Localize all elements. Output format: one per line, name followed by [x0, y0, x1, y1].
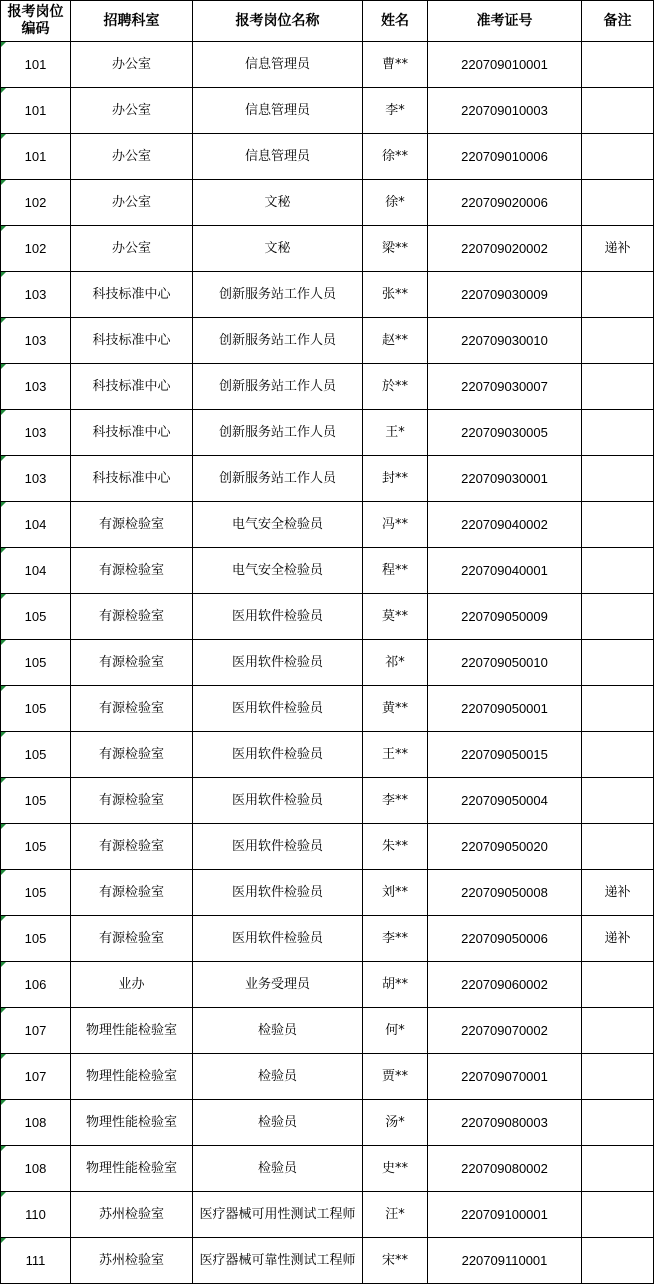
table-row	[1, 1146, 654, 1192]
cell-ticket-number: 220709040002	[428, 502, 582, 548]
cell-department: 科技标准中心	[71, 272, 193, 318]
cell-department: 物理性能检验室	[71, 1054, 193, 1100]
cell-note	[582, 824, 654, 870]
cell-post-code: 103	[1, 364, 71, 410]
table-row	[1, 1054, 654, 1100]
cell-note	[582, 594, 654, 640]
cell-name: 朱**	[363, 824, 428, 870]
cell-ticket-number: 220709050006	[428, 916, 582, 962]
cell-ticket-number: 220709080002	[428, 1146, 582, 1192]
cell-ticket-number: 220709030009	[428, 272, 582, 318]
cell-name: 王**	[363, 732, 428, 778]
cell-ticket-number: 220709110001	[428, 1238, 582, 1284]
cell-post-name: 信息管理员	[193, 134, 363, 180]
cell-post-name: 检验员	[193, 1008, 363, 1054]
cell-name: 於**	[363, 364, 428, 410]
cell-ticket-number: 220709050008	[428, 870, 582, 916]
cell-post-name: 创新服务站工作人员	[193, 272, 363, 318]
cell-department: 有源检验室	[71, 916, 193, 962]
table-row	[1, 1100, 654, 1146]
cell-department: 有源检验室	[71, 870, 193, 916]
cell-post-name: 电气安全检验员	[193, 502, 363, 548]
cell-name: 祁*	[363, 640, 428, 686]
cell-name: 李**	[363, 778, 428, 824]
cell-post-code: 106	[1, 962, 71, 1008]
cell-ticket-number: 220709030005	[428, 410, 582, 456]
cell-note	[582, 1238, 654, 1284]
cell-note	[582, 364, 654, 410]
cell-department: 有源检验室	[71, 824, 193, 870]
cell-ticket-number: 220709010001	[428, 42, 582, 88]
cell-post-name: 业务受理员	[193, 962, 363, 1008]
header-post-name: 报考岗位名称	[193, 1, 363, 42]
cell-department: 办公室	[71, 88, 193, 134]
cell-name: 李**	[363, 916, 428, 962]
cell-name: 刘**	[363, 870, 428, 916]
cell-department: 有源检验室	[71, 640, 193, 686]
cell-ticket-number: 220709030007	[428, 364, 582, 410]
cell-department: 办公室	[71, 180, 193, 226]
cell-note	[582, 180, 654, 226]
cell-note	[582, 502, 654, 548]
cell-note: 递补	[582, 870, 654, 916]
cell-post-code: 105	[1, 594, 71, 640]
cell-post-name: 医用软件检验员	[193, 732, 363, 778]
cell-ticket-number: 220709050020	[428, 824, 582, 870]
cell-name: 宋**	[363, 1238, 428, 1284]
cell-name: 史**	[363, 1146, 428, 1192]
cell-note: 递补	[582, 226, 654, 272]
cell-post-name: 检验员	[193, 1146, 363, 1192]
cell-note	[582, 318, 654, 364]
cell-department: 物理性能检验室	[71, 1100, 193, 1146]
cell-department: 办公室	[71, 226, 193, 272]
cell-name: 贾**	[363, 1054, 428, 1100]
cell-note	[582, 410, 654, 456]
cell-department: 科技标准中心	[71, 410, 193, 456]
cell-post-name: 创新服务站工作人员	[193, 318, 363, 364]
cell-post-code: 105	[1, 824, 71, 870]
table-row	[1, 870, 654, 916]
cell-post-name: 信息管理员	[193, 42, 363, 88]
cell-ticket-number: 220709030001	[428, 456, 582, 502]
cell-name: 黄**	[363, 686, 428, 732]
cell-post-name: 医用软件检验员	[193, 686, 363, 732]
cell-note	[582, 1008, 654, 1054]
cell-name: 汪*	[363, 1192, 428, 1238]
cell-post-name: 医用软件检验员	[193, 640, 363, 686]
table-row	[1, 42, 654, 88]
cell-post-code: 104	[1, 548, 71, 594]
cell-post-code: 103	[1, 410, 71, 456]
cell-department: 有源检验室	[71, 778, 193, 824]
cell-ticket-number: 220709020002	[428, 226, 582, 272]
cell-post-code: 102	[1, 180, 71, 226]
cell-ticket-number: 220709070002	[428, 1008, 582, 1054]
cell-name: 王*	[363, 410, 428, 456]
table-row	[1, 640, 654, 686]
cell-post-name: 医用软件检验员	[193, 916, 363, 962]
cell-note	[582, 962, 654, 1008]
cell-post-name: 医用软件检验员	[193, 594, 363, 640]
cell-name: 张**	[363, 272, 428, 318]
cell-post-code: 101	[1, 42, 71, 88]
cell-post-name: 医用软件检验员	[193, 870, 363, 916]
cell-name: 李*	[363, 88, 428, 134]
cell-post-code: 108	[1, 1100, 71, 1146]
cell-note	[582, 1054, 654, 1100]
cell-ticket-number: 220709010003	[428, 88, 582, 134]
cell-post-name: 医疗器械可用性测试工程师	[193, 1192, 363, 1238]
cell-ticket-number: 220709040001	[428, 548, 582, 594]
cell-post-code: 101	[1, 134, 71, 180]
cell-name: 冯**	[363, 502, 428, 548]
cell-name: 曹**	[363, 42, 428, 88]
cell-post-name: 检验员	[193, 1100, 363, 1146]
table-row	[1, 916, 654, 962]
cell-note	[582, 778, 654, 824]
cell-post-name: 医疗器械可靠性测试工程师	[193, 1238, 363, 1284]
cell-department: 有源检验室	[71, 502, 193, 548]
cell-ticket-number: 220709100001	[428, 1192, 582, 1238]
cell-post-code: 102	[1, 226, 71, 272]
cell-post-code: 101	[1, 88, 71, 134]
header-row	[1, 1, 654, 42]
cell-name: 胡**	[363, 962, 428, 1008]
cell-department: 有源检验室	[71, 686, 193, 732]
cell-post-code: 104	[1, 502, 71, 548]
table-row	[1, 318, 654, 364]
table-row	[1, 180, 654, 226]
cell-post-name: 创新服务站工作人员	[193, 456, 363, 502]
cell-note	[582, 640, 654, 686]
cell-post-code: 105	[1, 916, 71, 962]
cell-department: 业办	[71, 962, 193, 1008]
table-row	[1, 778, 654, 824]
cell-department: 有源检验室	[71, 594, 193, 640]
cell-ticket-number: 220709010006	[428, 134, 582, 180]
cell-ticket-number: 220709050010	[428, 640, 582, 686]
table-row	[1, 686, 654, 732]
cell-name: 徐*	[363, 180, 428, 226]
table-row	[1, 1008, 654, 1054]
header-post-code: 报考岗位编码	[1, 1, 71, 42]
table-row	[1, 456, 654, 502]
cell-post-name: 检验员	[193, 1054, 363, 1100]
cell-note	[582, 548, 654, 594]
cell-ticket-number: 220709070001	[428, 1054, 582, 1100]
cell-note	[582, 686, 654, 732]
cell-department: 科技标准中心	[71, 318, 193, 364]
cell-name: 梁**	[363, 226, 428, 272]
cell-note	[582, 456, 654, 502]
cell-post-code: 105	[1, 870, 71, 916]
table-row	[1, 548, 654, 594]
cell-post-name: 文秘	[193, 226, 363, 272]
table-row	[1, 824, 654, 870]
cell-ticket-number: 220709050015	[428, 732, 582, 778]
cell-name: 何*	[363, 1008, 428, 1054]
cell-post-code: 105	[1, 640, 71, 686]
header-ticket-number: 准考证号	[428, 1, 582, 42]
cell-department: 物理性能检验室	[71, 1146, 193, 1192]
table-row	[1, 962, 654, 1008]
table-row	[1, 88, 654, 134]
table-row	[1, 1238, 654, 1284]
cell-department: 物理性能检验室	[71, 1008, 193, 1054]
cell-note	[582, 88, 654, 134]
cell-note	[582, 42, 654, 88]
cell-name: 莫**	[363, 594, 428, 640]
cell-department: 有源检验室	[71, 732, 193, 778]
table-row	[1, 502, 654, 548]
table-row	[1, 134, 654, 180]
cell-name: 程**	[363, 548, 428, 594]
table-row	[1, 226, 654, 272]
cell-post-code: 105	[1, 686, 71, 732]
cell-note	[582, 1146, 654, 1192]
cell-ticket-number: 220709030010	[428, 318, 582, 364]
header-department: 招聘科室	[71, 1, 193, 42]
cell-post-name: 创新服务站工作人员	[193, 410, 363, 456]
table-row	[1, 272, 654, 318]
cell-department: 科技标准中心	[71, 456, 193, 502]
table-row	[1, 732, 654, 778]
cell-department: 苏州检验室	[71, 1192, 193, 1238]
cell-name: 汤*	[363, 1100, 428, 1146]
cell-post-code: 111	[1, 1238, 71, 1284]
cell-name: 封**	[363, 456, 428, 502]
cell-department: 科技标准中心	[71, 364, 193, 410]
cell-post-name: 电气安全检验员	[193, 548, 363, 594]
cell-post-name: 信息管理员	[193, 88, 363, 134]
cell-note	[582, 1192, 654, 1238]
header-name: 姓名	[363, 1, 428, 42]
cell-post-name: 文秘	[193, 180, 363, 226]
cell-post-name: 创新服务站工作人员	[193, 364, 363, 410]
cell-name: 赵**	[363, 318, 428, 364]
cell-ticket-number: 220709060002	[428, 962, 582, 1008]
cell-department: 苏州检验室	[71, 1238, 193, 1284]
cell-post-name: 医用软件检验员	[193, 778, 363, 824]
cell-post-name: 医用软件检验员	[193, 824, 363, 870]
cell-post-code: 105	[1, 732, 71, 778]
cell-post-code: 105	[1, 778, 71, 824]
table-row	[1, 594, 654, 640]
cell-post-code: 108	[1, 1146, 71, 1192]
cell-name: 徐**	[363, 134, 428, 180]
table-body	[1, 42, 654, 1284]
header-note: 备注	[582, 1, 654, 42]
cell-ticket-number: 220709020006	[428, 180, 582, 226]
cell-post-code: 103	[1, 456, 71, 502]
cell-department: 办公室	[71, 134, 193, 180]
cell-note	[582, 272, 654, 318]
table-row	[1, 410, 654, 456]
cell-post-code: 110	[1, 1192, 71, 1238]
cell-post-code: 107	[1, 1008, 71, 1054]
cell-ticket-number: 220709080003	[428, 1100, 582, 1146]
cell-department: 有源检验室	[71, 548, 193, 594]
cell-ticket-number: 220709050004	[428, 778, 582, 824]
table-row	[1, 364, 654, 410]
cell-post-code: 103	[1, 318, 71, 364]
cell-ticket-number: 220709050001	[428, 686, 582, 732]
cell-post-code: 103	[1, 272, 71, 318]
cell-note: 递补	[582, 916, 654, 962]
cell-note	[582, 134, 654, 180]
table-row	[1, 1192, 654, 1238]
cell-note	[582, 732, 654, 778]
cell-post-code: 107	[1, 1054, 71, 1100]
cell-department: 办公室	[71, 42, 193, 88]
cell-note	[582, 1100, 654, 1146]
cell-ticket-number: 220709050009	[428, 594, 582, 640]
